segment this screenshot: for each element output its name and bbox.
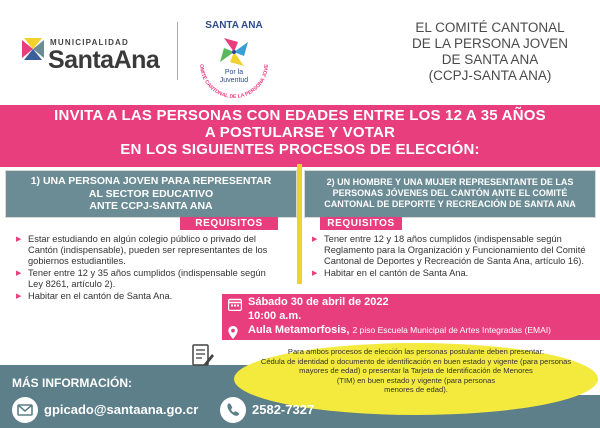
note-line: Cédula de identidad o documento de identificación en buen estado y vigente (para personas [260,356,572,366]
note-line: (TIM) en buen estado y vigente (para personas [336,375,496,385]
calendar-icon [228,298,242,311]
process1-requirements-list [14,234,282,303]
list-item: ▶ Habitar en el cantón de Santa Ana. [310,268,590,279]
list-item: ▶ Habitar en el cantón de Santa Ana. [14,291,282,302]
process1-box [5,170,297,218]
invitation-line: EN LOS SIGUIENTES PROCESOS DE ELECCIÓN: [120,141,480,158]
note-line: menores de edad). [384,385,448,395]
process1-requirements-label: REQUISITOS [180,217,278,230]
committee-title [390,20,590,84]
seal-inner-line1: Por la [224,69,244,76]
pinwheel-icon [220,38,248,66]
seal-ring-textpath: OMITÉ CANTONAL DE LA PERSONA JOVE [197,63,271,101]
more-info-label: MÁS INFORMACIÓN: [12,376,132,390]
municipality-name-part1: Santa [48,46,114,74]
process2-requirements-list [310,234,590,280]
process2-box [304,170,596,218]
event-time: 10:00 a.m. [248,310,302,322]
list-item: ▶ Tener entre 12 y 18 años cumplidos (indispensable según Reglamento para la Organización y Funcionamiento del Comité Cantonal de Deportes y Recreación de Santa Ana, artículo 16). [310,234,590,267]
list-item: ▶ Tener entre 12 y 35 años cumplidos (indispensable según Ley 8261, artículo 2). [14,268,282,290]
committee-line: DE SANTA ANA [441,52,539,67]
location-pin-icon [228,326,238,339]
event-place-name: Aula Metamorfosis, [248,324,350,336]
event-place-detail: 2 piso Escuela Municipal de Artes Integradas (EMAI) [352,325,551,335]
requirements-note [250,347,582,395]
event-place [248,324,551,336]
seal-inner-line2: Juventud [219,77,249,84]
committee-line: EL COMITÉ CANTONAL [415,20,565,35]
process2-title-line: PERSONAS JÓVENES DEL CANTÓN ANTE EL COMITÉ [332,188,568,198]
seal-top-text: SANTA ANA [205,20,263,31]
header-divider [177,22,178,80]
contact-email[interactable]: gpicado@santaana.go.cr [44,402,199,417]
invitation-text [0,107,600,158]
invitation-line: A POSTULARSE Y VOTAR [204,124,396,141]
ccpj-seal-logo [186,16,282,112]
event-date: Sábado 30 de abril de 2022 [248,296,389,308]
committee-line: (CCPJ-SANTA ANA) [428,68,552,83]
list-item: ▶ Estar estudiando en algún colegio público o privado del Cantón (indispensable), pueden ser representantes de los gobiernos estudiantiles. [14,234,282,267]
phone-icon [220,397,246,423]
invitation-line: INVITA A LAS PERSONAS CON EDADES ENTRE LOS 12 A 35 AÑOS [54,107,546,124]
municipal-logo-icon [22,38,44,60]
process2-title-line: CANTONAL DE DEPORTE Y RECREACIÓN DE SANTA ANA [324,199,576,209]
note-line: mayores de edad) o presentar la Tarjeta de Identificación de Menores [299,366,533,376]
center-divider-bar [297,164,302,284]
municipality-small-label: MUNICIPALIDAD [50,38,130,47]
email-icon [12,397,38,423]
process1-title-line: ANTE CCPJ-SANTA ANA [89,200,213,212]
process1-title-line: 1) UNA PERSONA JOVEN PARA REPRESENTAR [30,175,272,187]
document-edit-icon [192,344,214,368]
note-line: Para ambos procesos de elección las personas postulante deben presentar: [287,347,545,356]
process1-title-line: AL SECTOR EDUCATIVO [88,187,214,200]
contact-phone[interactable]: 2582-7327 [252,402,315,417]
municipality-name-part2: Ana [113,46,160,74]
process2-requirements-label: REQUISITOS [320,217,402,230]
process2-title-line: 2) UN HOMBRE Y UNA MUJER REPRESENTANTE DE LAS [326,177,574,187]
municipality-name [48,46,159,75]
committee-line: DE LA PERSONA JOVEN [411,36,569,51]
